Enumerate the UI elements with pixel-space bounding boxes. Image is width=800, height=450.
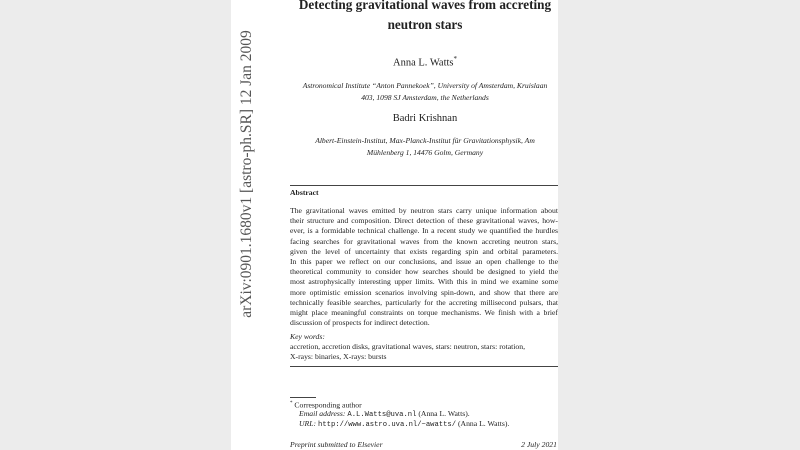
affiliation-line: Mühlenberg 1, 14476 Golm, Germany — [366, 147, 484, 157]
abstract-line: given the level of uncertainty that exists regarding spin and orbital parameters. — [290, 246, 558, 256]
footnote-text: Corresponding author — [294, 400, 362, 410]
author-name — [260, 55, 590, 69]
email-link[interactable]: A.L.Watts@uva.nl — [347, 411, 417, 419]
abstract-line: most astrophysically interesting upper limits. With this in mind we examine some — [290, 277, 558, 287]
affiliation — [260, 135, 590, 158]
abstract-line: might place meaningful constraints on torque mechanisms. We finish with a brief — [290, 308, 558, 317]
divider — [290, 185, 558, 186]
author-name: Badri Krishnan — [392, 113, 458, 124]
affiliation-line: 403, 1098 SJ Amsterdam, the Netherlands — [361, 92, 489, 102]
divider — [290, 366, 558, 367]
abstract-heading: Abstract — [290, 188, 319, 197]
abstract-line: ever, is a formidable technical challenge. In a recent study we quantified the hurdles — [290, 226, 558, 236]
abstract-line: technically feasible searches, particularly for the accreting millisecond pulsars, that — [290, 297, 558, 307]
keywords-heading: Key words: — [290, 332, 325, 341]
arxiv-stamp: arXiv:0901.1680v1 [astro-ph.SR] 12 Jan 2009 — [238, 30, 255, 318]
author-1: Anna L. Watts — [393, 57, 454, 69]
abstract-line: In this paper we reflect on our conclusions, and issue an open challenge to the — [290, 257, 558, 266]
email-suffix: (Anna L. Watts). — [418, 409, 470, 418]
affiliation-line: Astronomical Institute “Anton Pannekoek”, University of Amsterdam, Kruislaan — [302, 81, 548, 90]
title-line: neutron stars — [387, 17, 463, 32]
url-suffix: (Anna L. Watts). — [457, 419, 510, 428]
url-label: URL: — [299, 419, 317, 428]
footnote-mark: * — [290, 401, 293, 406]
footnote-url — [299, 419, 509, 430]
affiliation — [260, 80, 590, 103]
keywords-line: X-rays: binaries, X-rays: bursts — [290, 352, 387, 361]
abstract-line: discussion of prospects for indirect detection. — [290, 318, 430, 328]
url-link[interactable]: http://www.astro.uva.nl/~awatts/ — [318, 421, 457, 429]
footer-date: 2 July 2021 — [521, 440, 557, 449]
keywords-line: accretion, accretion disks, gravitational waves, stars: neutron, stars: rotation, — [290, 342, 526, 351]
abstract-line: facing searches for gravitational waves from the known accreting neutron stars, — [290, 236, 558, 246]
abstract-line: their structure and composition. Direct detection of these gravitational waves, how- — [290, 216, 558, 226]
footer-preprint: Preprint submitted to Elsevier — [290, 440, 383, 449]
paper-title — [260, 0, 590, 35]
title-line: Detecting gravitational waves from accreting — [298, 0, 552, 12]
affiliation-line: Albert-Einstein-Institut, Max-Planck-Institut für Gravitationsphysik, Am — [315, 136, 535, 145]
abstract-line: The gravitational waves emitted by neutron stars carry unique information about — [290, 206, 558, 215]
abstract-line: more optimistic emission scenarios involving spin-down, and show that there are — [290, 287, 558, 297]
footnote-mark: * — [453, 55, 457, 63]
abstract-line: theoretical community to consider how searches should be designed to yield the — [290, 267, 558, 277]
email-label: Email address: — [299, 409, 346, 418]
footnote-rule — [290, 397, 316, 398]
